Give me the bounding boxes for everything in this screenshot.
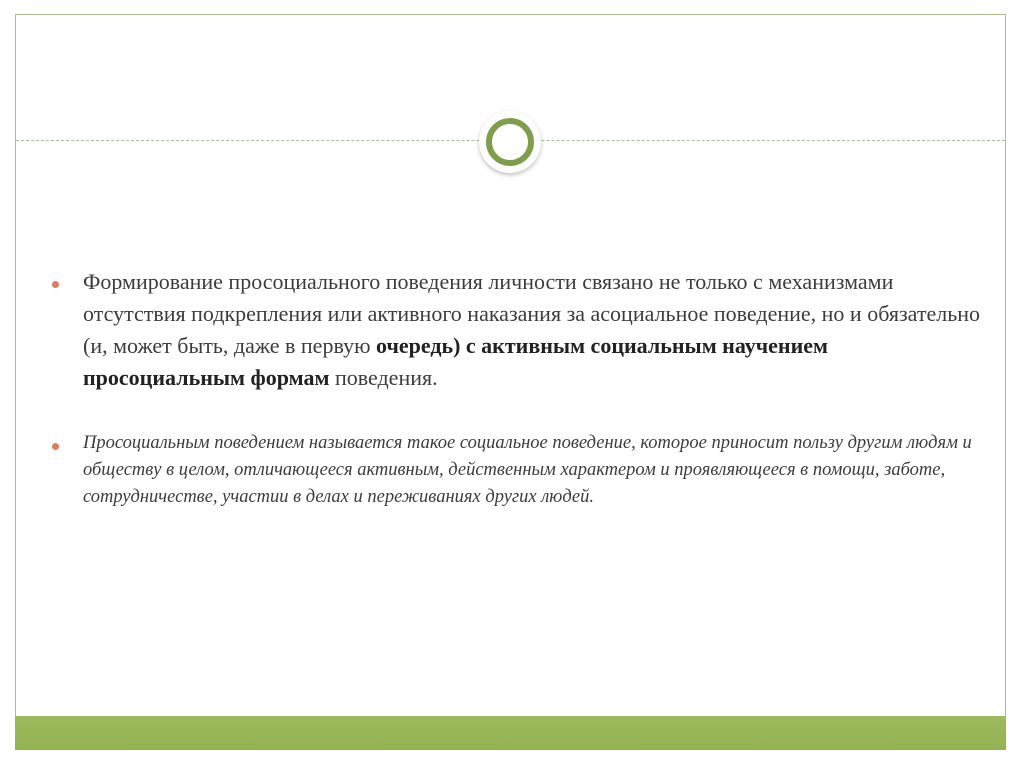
bullet-text-tail: поведения. <box>334 365 438 390</box>
bullet-text-bold: очередь) с активным социальным научением просоциальным формам <box>83 333 829 390</box>
bullet-dot-icon <box>52 281 59 288</box>
bullet-item <box>52 266 982 394</box>
ring-icon-inner <box>486 118 534 166</box>
definition-text: Просоциальным поведением называется такое социальное поведение, которое приносит пользу другим людям и обществу в целом, отличающееся активным, действенным характером и проявляющееся в помощи, заботе, сотрудничестве, участии в делах и переживаниях других людей. <box>83 433 972 507</box>
footer-bar <box>15 716 1006 750</box>
ring-icon <box>479 111 541 173</box>
bullet-text: Формирование просоциального поведения личности связано не только с механизмами отсутствия подкрепления или активного наказания за асоциальное поведение, но и обязательно (и, может быть, даже в первую <box>83 269 981 358</box>
bullet-dot-icon <box>52 443 59 450</box>
bullet-item <box>52 430 982 511</box>
slide-body <box>52 266 982 511</box>
